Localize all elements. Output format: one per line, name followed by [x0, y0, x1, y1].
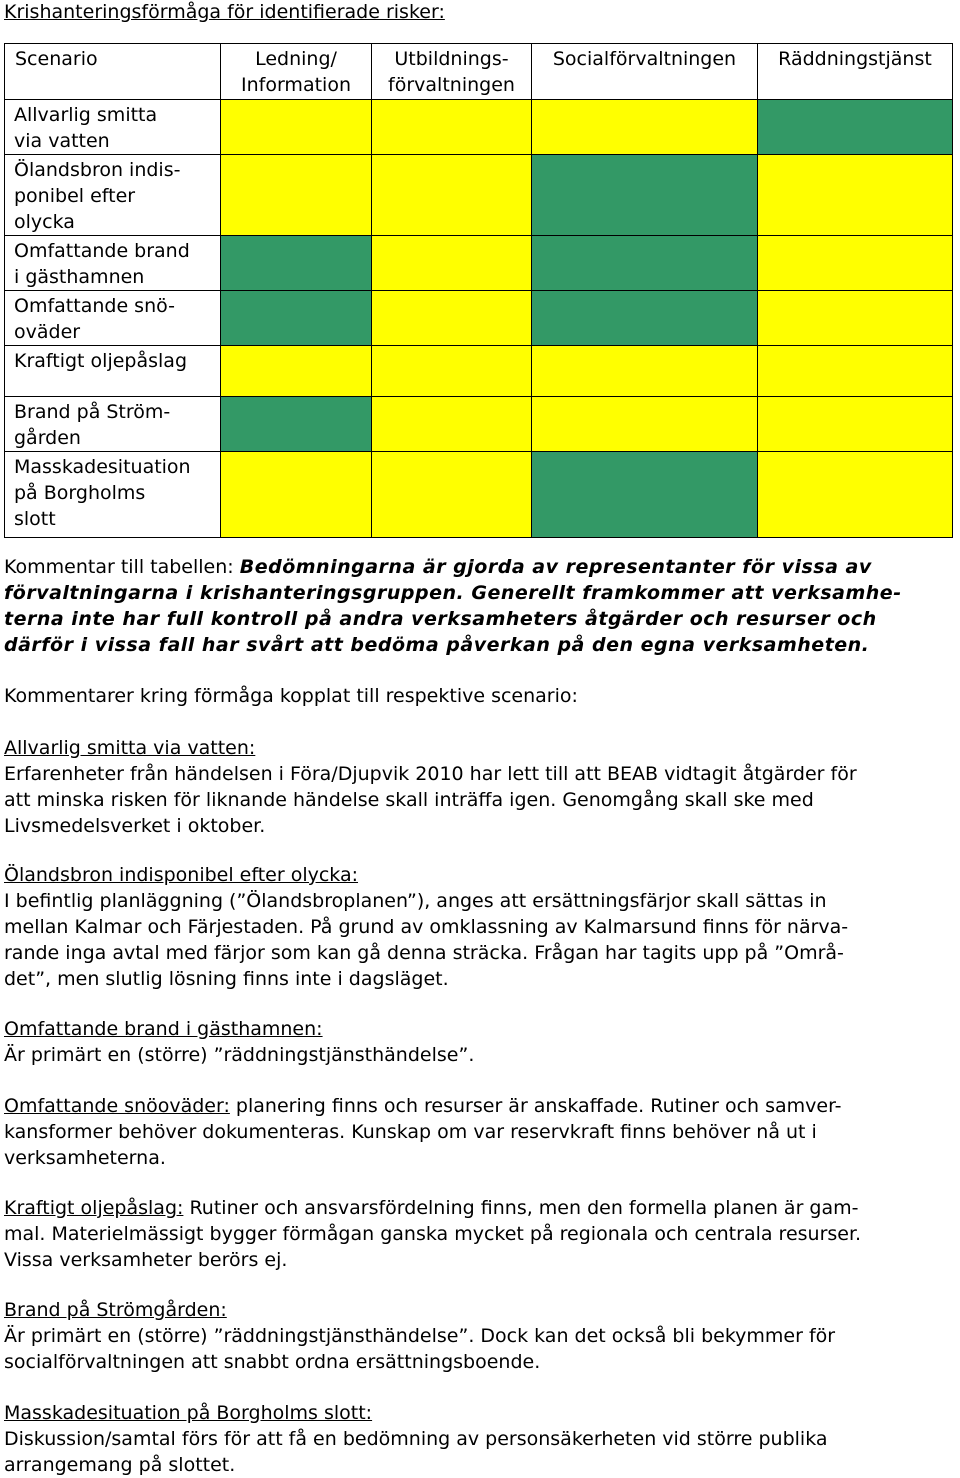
section-line: Vissa verksamheter berörs ej.: [4, 1249, 288, 1271]
table-row: [5, 100, 953, 155]
intro-text: Kommentarer kring förmåga kopplat till respektive scenario:: [4, 685, 578, 707]
comment-bold-line: terna inte har full kontroll på andra verksamheters åtgärder och resurser och: [4, 608, 877, 630]
section-line: att minska risken för liknande händelse skall inträffa igen. Genomgång skall ske med: [4, 789, 814, 811]
comment-bold-line: Bedömningarna är gjorda av representanter för vissa av: [239, 556, 872, 578]
assessment-cell: [532, 346, 758, 397]
assessment-cell: [532, 155, 758, 236]
scenario-cell: Masskadesituation på Borgholms slott: [5, 452, 221, 538]
section-line: Är primärt en (större) ”räddningstjänsthändelse”. Dock kan det också bli bekymmer för: [4, 1325, 836, 1347]
header-raddningstjanst: Räddningstjänst: [758, 44, 953, 100]
scenario-cell: Omfattande brand i gästhamnen: [5, 236, 221, 291]
table-row: [5, 155, 953, 236]
comment-label: Kommentar till tabellen:: [4, 556, 240, 578]
section-line: I befintlig planläggning (”Ölandsbroplanen”), anges att ersättningsfärjor skall sättas in: [4, 890, 827, 912]
assessment-cell: [758, 346, 953, 397]
risk-capability-table: [4, 43, 953, 538]
section-stromgarden: [4, 1297, 956, 1375]
section-heading: Ölandsbron indisponibel efter olycka:: [4, 864, 359, 886]
section-heading: Kraftigt oljepåslag:: [4, 1197, 184, 1219]
section-line: Erfarenheter från händelsen i Föra/Djupvik 2010 har lett till att BEAB vidtagit åtgärder för: [4, 763, 857, 785]
section-line: mellan Kalmar och Färjestaden. På grund av omklassning av Kalmarsund finns för närva-: [4, 916, 849, 938]
section-line: mal. Materielmässigt bygger förmågan ganska mycket på regionala och centrala resurser.: [4, 1223, 862, 1245]
table-header-row: [5, 44, 953, 100]
section-heading: Omfattande brand i gästhamnen:: [4, 1018, 323, 1040]
assessment-cell: [221, 291, 372, 346]
scenario-cell: Allvarlig smitta via vatten: [5, 100, 221, 155]
section-oljepaslag: [4, 1195, 956, 1273]
header-socialforvaltningen: Socialförvaltningen: [532, 44, 758, 100]
section-heading: Omfattande snöoväder:: [4, 1095, 230, 1117]
section-borgholms-slott: [4, 1400, 956, 1478]
assessment-cell: [532, 100, 758, 155]
header-utbildningsforvaltningen: Utbildnings- förvaltningen: [372, 44, 532, 100]
assessment-cell: [532, 397, 758, 452]
section-line: Rutiner och ansvarsfördelning finns, men den formella planen är gam-: [183, 1197, 859, 1219]
section-snooväder: [4, 1093, 956, 1171]
scenario-cell: Brand på Ström- gården: [5, 397, 221, 452]
assessment-cell: [758, 100, 953, 155]
scenario-cell: Ölandsbron indis- ponibel efter olycka: [5, 155, 221, 236]
section-line: Är primärt en (större) ”räddningstjänsthändelse”.: [4, 1044, 475, 1066]
assessment-cell: [221, 346, 372, 397]
assessment-cell: [758, 155, 953, 236]
section-line: planering finns och resurser är anskaffade. Rutiner och samver-: [229, 1095, 842, 1117]
section-heading: Allvarlig smitta via vatten:: [4, 737, 256, 759]
section-omfattande-brand: [4, 1016, 956, 1068]
section-line: det”, men slutlig lösning finns inte i dagsläget.: [4, 968, 449, 990]
assessment-cell: [532, 236, 758, 291]
table-row: [5, 291, 953, 346]
assessment-cell: [758, 397, 953, 452]
section-line: Livsmedelsverket i oktober.: [4, 815, 266, 837]
assessment-cell: [221, 236, 372, 291]
table-row: [5, 452, 953, 538]
assessment-cell: [372, 291, 532, 346]
assessment-cell: [221, 397, 372, 452]
assessment-cell: [758, 452, 953, 538]
comment-bold-line: förvaltningarna i krishanteringsgruppen. Generellt framkommer att verksamhe-: [4, 582, 902, 604]
header-ledning-information: Ledning/ Information: [221, 44, 372, 100]
assessment-cell: [372, 236, 532, 291]
assessment-cell: [372, 452, 532, 538]
assessment-cell: [372, 155, 532, 236]
table-row: [5, 346, 953, 397]
assessment-cell: [221, 155, 372, 236]
header-scenario: Scenario: [5, 44, 221, 100]
table-row: [5, 397, 953, 452]
section-heading: Masskadesituation på Borgholms slott:: [4, 1402, 373, 1424]
scenario-cell: Kraftigt oljepåslag: [5, 346, 221, 397]
scenario-cell: Omfattande snö- oväder: [5, 291, 221, 346]
table-comment: [4, 554, 956, 658]
assessment-cell: [372, 346, 532, 397]
assessment-cell: [758, 291, 953, 346]
section-line: arrangemang på slottet.: [4, 1454, 236, 1476]
section-heading: Brand på Strömgården:: [4, 1299, 227, 1321]
section-line: socialförvaltningen att snabbt ordna ersättningsboende.: [4, 1351, 541, 1373]
section-line: verksamheterna.: [4, 1147, 166, 1169]
section-line: kansformer behöver dokumenteras. Kunskap om var reservkraft finns behöver nå ut i: [4, 1121, 817, 1143]
section-allvarlig-smitta: [4, 735, 956, 839]
assessment-cell: [221, 100, 372, 155]
comment-bold-line: därför i vissa fall har svårt att bedöma påverkan på den egna verksamheten.: [4, 634, 870, 656]
assessment-cell: [372, 397, 532, 452]
assessment-cell: [532, 452, 758, 538]
assessment-cell: [372, 100, 532, 155]
section-line: Diskussion/samtal förs för att få en bedömning av personsäkerheten vid större publika: [4, 1428, 828, 1450]
assessment-cell: [532, 291, 758, 346]
section-olandsbron: [4, 862, 956, 992]
assessment-cell: [221, 452, 372, 538]
section-line: rande inga avtal med färjor som kan gå denna sträcka. Frågan har tagits upp på ”Områ-: [4, 942, 844, 964]
table-row: [5, 236, 953, 291]
page-title: Krishanteringsförmåga för identifierade risker:: [4, 1, 445, 23]
assessment-cell: [758, 236, 953, 291]
